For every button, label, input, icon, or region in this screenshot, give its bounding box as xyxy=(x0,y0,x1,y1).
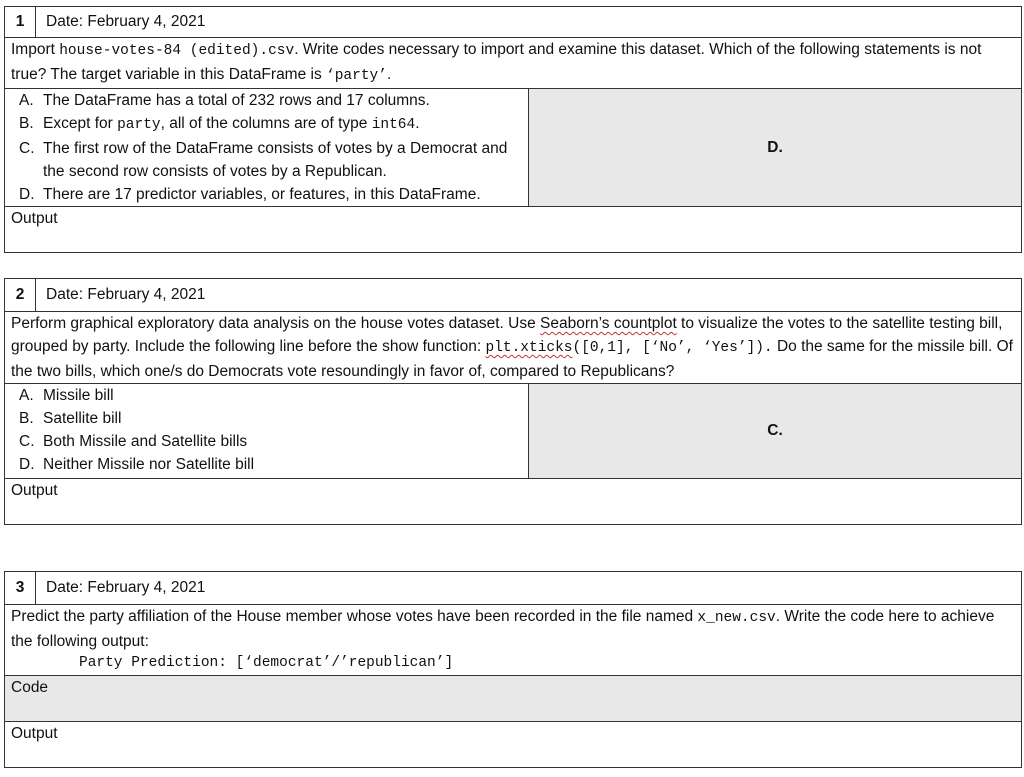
question-1 xyxy=(4,6,1022,253)
option-b: B. Satellite bill xyxy=(19,410,122,427)
option-a: A. The DataFrame has a total of 232 rows and 17 columns. xyxy=(19,92,430,109)
question-number: 1 xyxy=(5,7,36,38)
question-number: 2 xyxy=(5,279,36,312)
code-snippet: plt.xticks xyxy=(485,340,573,356)
output-label: Output xyxy=(5,722,1022,768)
answer-cell: D. xyxy=(529,89,1022,207)
question-2 xyxy=(4,278,1022,525)
question-number: 3 xyxy=(5,572,36,605)
question-date: Date: February 4, 2021 xyxy=(36,572,1022,605)
output-label: Output xyxy=(5,207,1022,253)
question-prompt: Predict the party affiliation of the House member whose votes have been recorded in the file named x_new.csv. Write the code here to achieve the following output: Party Prediction: [‘democrat’/’republican’] xyxy=(5,605,1022,676)
option-c: C. Both Missile and Satellite bills xyxy=(19,433,248,450)
option-a: A. Missile bill xyxy=(19,387,114,404)
question-date: Date: February 4, 2021 xyxy=(36,279,1022,312)
output-label: Output xyxy=(5,479,1022,525)
question-prompt: Perform graphical exploratory data analysis on the house votes dataset. Use Seaborn’s countplot to visualize the votes to the satellite testing bill, grouped by party. Include the following line before the show function: plt.xticks([0,1], [‘No’, ‘Yes’]). Do the same for the missile bill. Of the two bills, which one/s do Democrats vote resoundingly in favor of, compared to Republicans? xyxy=(5,312,1022,384)
expected-output-sample: Party Prediction: [‘democrat’/’republican’] xyxy=(79,655,454,671)
answer-cell: C. xyxy=(529,384,1022,479)
options-list xyxy=(5,89,529,207)
option-d: D. Neither Missile nor Satellite bill xyxy=(19,456,255,473)
question-3 xyxy=(4,571,1022,768)
file-name: x_new.csv xyxy=(697,610,776,626)
question-date: Date: February 4, 2021 xyxy=(36,7,1022,38)
spellcheck-underline: Seaborn’s countplot xyxy=(540,315,677,332)
question-prompt: Import house-votes-84 (edited).csv. Write codes necessary to import and examine this dataset. Which of the following statements is not true? The target variable in this DataFrame is ‘party’. xyxy=(5,38,1022,89)
file-name: house-votes-84 (edited).csv xyxy=(59,43,295,59)
option-c: C. The first row of the DataFrame consists of votes by a Democrat and the second row consists of votes by a Republican. xyxy=(19,140,508,180)
options-list xyxy=(5,384,529,479)
option-d: D. There are 17 predictor variables, or features, in this DataFrame. xyxy=(19,186,481,203)
option-b: B. Except for party, all of the columns are of type int64. xyxy=(19,115,420,133)
target-variable: ‘party’ xyxy=(326,68,387,84)
code-input-area[interactable]: Code xyxy=(5,676,1022,722)
